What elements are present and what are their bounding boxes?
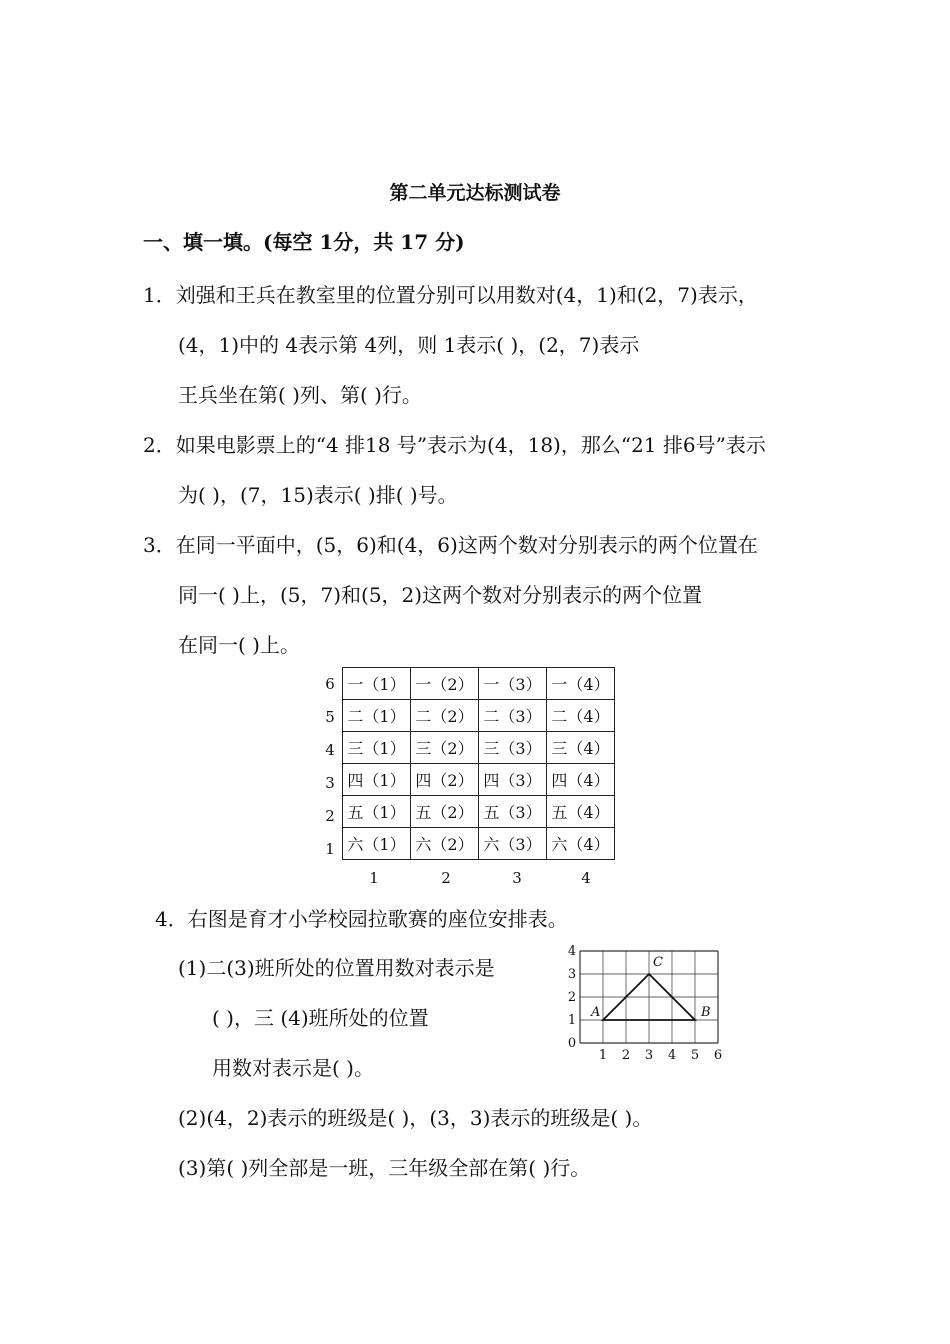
x-tick-label: 5 bbox=[690, 1048, 700, 1063]
table-row bbox=[343, 796, 615, 828]
q1-line-2: (4，1)中的 4表示第 4列，则 1表示( )，(2，7)表示 bbox=[178, 333, 640, 357]
x-tick-label: 1 bbox=[598, 1048, 608, 1063]
y-tick-label: 1 bbox=[567, 1013, 577, 1028]
q4-part-1b: ( )，三 (4)班所处的位置 bbox=[212, 1006, 429, 1030]
seat-cell: 二（3） bbox=[479, 700, 547, 732]
seat-cell: 六（4） bbox=[547, 828, 615, 860]
point-label: B bbox=[701, 1005, 711, 1020]
q1-line-3: 王兵坐在第( )列、第( )行。 bbox=[178, 383, 422, 407]
page-title: 第二单元达标测试卷 bbox=[389, 182, 561, 204]
coordinate-grid-figure bbox=[560, 938, 750, 1068]
seat-cell: 五（2） bbox=[411, 796, 479, 828]
table-row bbox=[343, 668, 615, 700]
row-label: 6 bbox=[325, 675, 335, 693]
col-label: 4 bbox=[581, 869, 591, 887]
seat-cell: 三（4） bbox=[547, 732, 615, 764]
col-label: 3 bbox=[512, 869, 522, 887]
q4-part-2: (2)(4，2)表示的班级是( )，(3，3)表示的班级是( )。 bbox=[178, 1106, 653, 1130]
seat-cell: 六（3） bbox=[479, 828, 547, 860]
seat-cell: 一（2） bbox=[411, 668, 479, 700]
x-tick-label: 2 bbox=[621, 1048, 631, 1063]
q2-line-1: 2．如果电影票上的“4 排18 号”表示为(4，18)，那么“21 排6号”表示 bbox=[143, 433, 766, 457]
seat-cell: 二（1） bbox=[343, 700, 411, 732]
row-label: 2 bbox=[325, 807, 335, 825]
seat-cell: 六（2） bbox=[411, 828, 479, 860]
row-label: 5 bbox=[325, 708, 335, 726]
col-label: 1 bbox=[369, 869, 379, 887]
seat-cell: 三（2） bbox=[411, 732, 479, 764]
seat-cell: 一（3） bbox=[479, 668, 547, 700]
seat-cell: 一（4） bbox=[547, 668, 615, 700]
y-tick-label: 2 bbox=[567, 990, 577, 1005]
y-tick-label: 0 bbox=[567, 1036, 577, 1051]
table-row bbox=[343, 700, 615, 732]
grid-tick-labels bbox=[568, 944, 722, 1063]
point-label: C bbox=[653, 955, 663, 970]
row-label: 4 bbox=[325, 741, 335, 759]
q4-part-1c: 用数对表示是( )。 bbox=[212, 1056, 374, 1080]
x-tick-label: 3 bbox=[644, 1048, 654, 1063]
seat-cell: 一（1） bbox=[343, 668, 411, 700]
q3-line-3: 在同一( )上。 bbox=[178, 633, 300, 657]
q2-line-2: 为( )，(7，15)表示( )排( )号。 bbox=[178, 483, 458, 507]
seat-cell: 四（2） bbox=[411, 764, 479, 796]
point-label: A bbox=[591, 1005, 601, 1020]
table-row bbox=[343, 828, 615, 860]
row-label: 1 bbox=[325, 840, 335, 858]
q3-line-2: 同一( )上，(5，7)和(5，2)这两个数对分别表示的两个位置 bbox=[178, 583, 703, 607]
seat-table bbox=[342, 667, 615, 860]
x-tick-label: 6 bbox=[713, 1048, 723, 1063]
q4-part-3: (3)第( )列全部是一班，三年级全部在第( )行。 bbox=[178, 1156, 591, 1180]
y-tick-label: 3 bbox=[567, 967, 577, 982]
seat-cell: 四（3） bbox=[479, 764, 547, 796]
q1-line-1: 1．刘强和王兵在教室里的位置分别可以用数对(4，1)和(2，7)表示， bbox=[143, 283, 758, 307]
table-row bbox=[343, 732, 615, 764]
seat-cell: 二（2） bbox=[411, 700, 479, 732]
seat-cell: 六（1） bbox=[343, 828, 411, 860]
col-label: 2 bbox=[441, 869, 451, 887]
section-heading: 一、填一填。(每空 1分，共 17 分) bbox=[143, 230, 465, 254]
seat-cell: 四（1） bbox=[343, 764, 411, 796]
x-tick-label: 4 bbox=[667, 1048, 677, 1063]
seat-cell: 三（1） bbox=[343, 732, 411, 764]
seat-cell: 五（1） bbox=[343, 796, 411, 828]
table-row bbox=[343, 764, 615, 796]
seat-cell: 五（4） bbox=[547, 796, 615, 828]
seat-cell: 二（4） bbox=[547, 700, 615, 732]
seat-cell: 四（4） bbox=[547, 764, 615, 796]
row-label: 3 bbox=[325, 774, 335, 792]
q4-line-1: 4．右图是育才小学校园拉歌赛的座位安排表。 bbox=[155, 907, 568, 931]
grid-lines bbox=[580, 951, 718, 1043]
seat-cell: 五（3） bbox=[479, 796, 547, 828]
point-labels bbox=[590, 955, 711, 1020]
seat-cell: 三（3） bbox=[479, 732, 547, 764]
q4-part-1a: (1)二(3)班所处的位置用数对表示是 bbox=[178, 956, 495, 980]
q3-line-1: 3．在同一平面中，(5，6)和(4，6)这两个数对分别表示的两个位置在 bbox=[143, 533, 758, 557]
y-tick-label: 4 bbox=[567, 944, 577, 959]
